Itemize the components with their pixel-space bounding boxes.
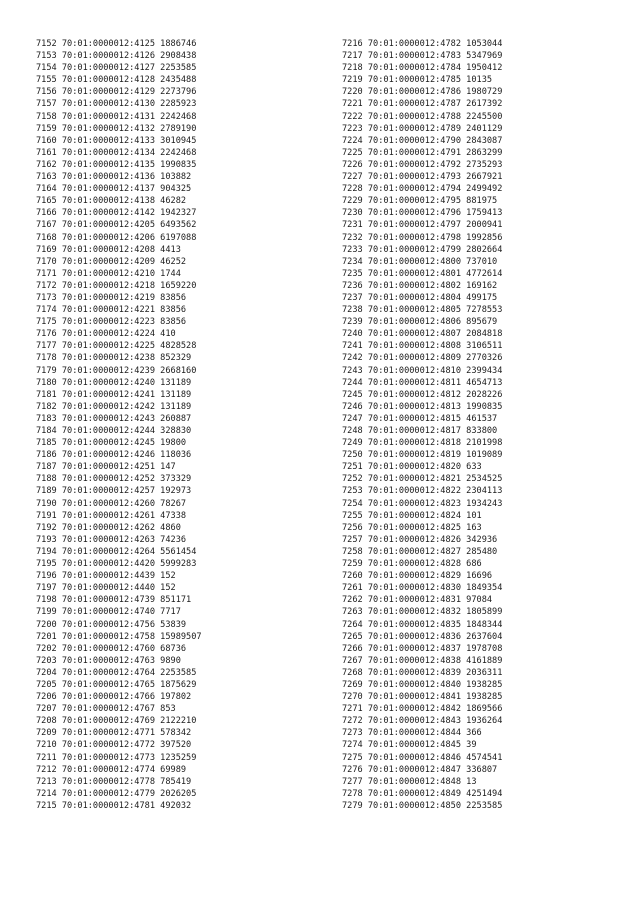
listing-row: 7218 70:01:0000012:4784 1950412 bbox=[342, 63, 503, 74]
listing-row: 7216 70:01:0000012:4782 1053044 bbox=[342, 39, 503, 49]
listing-row: 7155 70:01:0000012:4128 2435488 bbox=[36, 75, 197, 86]
listing-row: 7205 70:01:0000012:4765 1875629 bbox=[36, 679, 197, 690]
listing-row: 7279 70:01:0000012:4850 2253585 bbox=[342, 800, 503, 811]
listing-row: 7211 70:01:0000012:4773 1235259 bbox=[36, 752, 197, 763]
listing-row: 7158 70:01:0000012:4131 2242468 bbox=[36, 111, 197, 122]
listing-row: 7248 70:01:0000012:4817 833800 bbox=[342, 426, 498, 436]
listing-row: 7225 70:01:0000012:4791 2863299 bbox=[342, 147, 503, 158]
listing-row: 7197 70:01:0000012:4440 152 bbox=[36, 583, 176, 594]
listing-row: 7231 70:01:0000012:4797 2000941 bbox=[342, 220, 503, 231]
listing-row: 7259 70:01:0000012:4828 686 bbox=[342, 559, 482, 570]
listing-row: 7236 70:01:0000012:4802 169162 bbox=[342, 280, 498, 291]
listing-row: 7213 70:01:0000012:4778 785419 bbox=[36, 776, 192, 787]
listing-row: 7249 70:01:0000012:4818 2101998 bbox=[342, 438, 503, 449]
listing-row: 7271 70:01:0000012:4842 1869566 bbox=[342, 704, 503, 715]
listing-row: 7201 70:01:0000012:4758 15989507 bbox=[36, 631, 202, 642]
listing-row: 7209 70:01:0000012:4771 578342 bbox=[36, 728, 192, 739]
listing-row: 7221 70:01:0000012:4787 2617392 bbox=[342, 99, 503, 110]
listing-row: 7261 70:01:0000012:4830 1849354 bbox=[342, 583, 503, 594]
listing-row: 7180 70:01:0000012:4240 131189 bbox=[36, 377, 192, 388]
listing-row: 7220 70:01:0000012:4786 1980729 bbox=[342, 87, 503, 98]
listing-row: 7153 70:01:0000012:4126 2908438 bbox=[36, 51, 197, 62]
listing-row: 7166 70:01:0000012:4142 1942327 bbox=[36, 208, 197, 219]
listing-row: 7272 70:01:0000012:4843 1936264 bbox=[342, 716, 503, 727]
listing-row: 7190 70:01:0000012:4260 78267 bbox=[36, 498, 187, 509]
listing-row: 7264 70:01:0000012:4835 1848344 bbox=[342, 619, 503, 630]
listing-row: 7228 70:01:0000012:4794 2499492 bbox=[342, 184, 503, 195]
listing-row: 7152 70:01:0000012:4125 1886746 bbox=[36, 39, 197, 49]
listing-row: 7176 70:01:0000012:4224 410 bbox=[36, 329, 176, 340]
listing-row: 7235 70:01:0000012:4801 4772614 bbox=[342, 268, 503, 279]
listing-row: 7252 70:01:0000012:4821 2534525 bbox=[342, 474, 503, 485]
listing-row: 7215 70:01:0000012:4781 492032 bbox=[36, 800, 192, 811]
listing-row: 7165 70:01:0000012:4138 46282 bbox=[36, 196, 187, 207]
listing-row: 7168 70:01:0000012:4206 6197088 bbox=[36, 232, 197, 243]
listing-row: 7187 70:01:0000012:4251 147 bbox=[36, 462, 176, 473]
listing-row: 7227 70:01:0000012:4793 2667921 bbox=[342, 172, 503, 183]
listing-row: 7229 70:01:0000012:4795 881975 bbox=[342, 196, 498, 207]
listing-row: 7198 70:01:0000012:4739 851171 bbox=[36, 595, 192, 606]
listing-row: 7212 70:01:0000012:4774 69989 bbox=[36, 764, 187, 775]
listing-row: 7184 70:01:0000012:4244 328830 bbox=[36, 426, 192, 436]
listing-row: 7157 70:01:0000012:4130 2285923 bbox=[36, 99, 197, 110]
listing-row: 7253 70:01:0000012:4822 2304113 bbox=[342, 486, 503, 497]
listing-row: 7226 70:01:0000012:4792 2735293 bbox=[342, 159, 503, 170]
listing-row: 7154 70:01:0000012:4127 2253585 bbox=[36, 63, 197, 74]
listing-row: 7159 70:01:0000012:4132 2789190 bbox=[36, 123, 197, 134]
listing-row: 7203 70:01:0000012:4763 9890 bbox=[36, 655, 181, 666]
listing-row: 7163 70:01:0000012:4136 103882 bbox=[36, 172, 192, 183]
listing-row: 7241 70:01:0000012:4808 3106511 bbox=[342, 341, 503, 352]
listing-row: 7219 70:01:0000012:4785 10135 bbox=[342, 75, 493, 86]
listing-row: 7196 70:01:0000012:4439 152 bbox=[36, 571, 176, 582]
listing-row: 7185 70:01:0000012:4245 19800 bbox=[36, 438, 187, 449]
listing-row: 7237 70:01:0000012:4804 499175 bbox=[342, 292, 498, 303]
listing-row: 7191 70:01:0000012:4261 47338 bbox=[36, 510, 187, 521]
listing-row: 7230 70:01:0000012:4796 1759413 bbox=[342, 208, 503, 219]
listing-row: 7250 70:01:0000012:4819 1019089 bbox=[342, 450, 503, 461]
listing-row: 7173 70:01:0000012:4219 83856 bbox=[36, 292, 187, 303]
listing-row: 7183 70:01:0000012:4243 260887 bbox=[36, 413, 192, 424]
listing-row: 7170 70:01:0000012:4209 46252 bbox=[36, 256, 187, 267]
listing-row: 7222 70:01:0000012:4788 2245500 bbox=[342, 111, 503, 122]
listing-row: 7242 70:01:0000012:4809 2770326 bbox=[342, 353, 503, 364]
listing-row: 7239 70:01:0000012:4806 895679 bbox=[342, 317, 498, 328]
listing-row: 7274 70:01:0000012:4845 39 bbox=[342, 740, 477, 751]
listing-row: 7195 70:01:0000012:4420 5999283 bbox=[36, 559, 197, 570]
listing-row: 7194 70:01:0000012:4264 5561454 bbox=[36, 546, 197, 557]
right-column bbox=[342, 38, 502, 812]
listing-row: 7262 70:01:0000012:4831 97084 bbox=[342, 595, 493, 606]
listing-row: 7254 70:01:0000012:4823 1934243 bbox=[342, 498, 503, 509]
listing-row: 7177 70:01:0000012:4225 4828528 bbox=[36, 341, 197, 352]
listing-row: 7243 70:01:0000012:4810 2399434 bbox=[342, 365, 503, 376]
listing-row: 7188 70:01:0000012:4252 373329 bbox=[36, 474, 192, 485]
listing-row: 7258 70:01:0000012:4827 285480 bbox=[342, 546, 498, 557]
listing-row: 7200 70:01:0000012:4756 53839 bbox=[36, 619, 187, 630]
listing-row: 7247 70:01:0000012:4815 461537 bbox=[342, 413, 498, 424]
listing-row: 7251 70:01:0000012:4820 633 bbox=[342, 462, 482, 473]
listing-row: 7244 70:01:0000012:4811 4654713 bbox=[342, 377, 503, 388]
listing-row: 7167 70:01:0000012:4205 6493562 bbox=[36, 220, 197, 231]
listing-row: 7224 70:01:0000012:4790 2843087 bbox=[342, 135, 503, 146]
listing-row: 7193 70:01:0000012:4263 74236 bbox=[36, 534, 187, 545]
listing-row: 7171 70:01:0000012:4210 1744 bbox=[36, 268, 181, 279]
listing-row: 7275 70:01:0000012:4846 4574541 bbox=[342, 752, 503, 763]
listing-row: 7268 70:01:0000012:4839 2036311 bbox=[342, 667, 503, 678]
listing-row: 7223 70:01:0000012:4789 2401129 bbox=[342, 123, 503, 134]
listing-row: 7189 70:01:0000012:4257 192973 bbox=[36, 486, 192, 497]
listing-row: 7255 70:01:0000012:4824 101 bbox=[342, 510, 482, 521]
listing-row: 7162 70:01:0000012:4135 1990835 bbox=[36, 159, 197, 170]
listing-row: 7276 70:01:0000012:4847 336807 bbox=[342, 764, 498, 775]
listing-row: 7156 70:01:0000012:4129 2273796 bbox=[36, 87, 197, 98]
listing-row: 7232 70:01:0000012:4798 1992856 bbox=[342, 232, 503, 243]
listing-row: 7217 70:01:0000012:4783 5347969 bbox=[342, 51, 503, 62]
listing-row: 7182 70:01:0000012:4242 131189 bbox=[36, 401, 192, 412]
listing-row: 7204 70:01:0000012:4764 2253585 bbox=[36, 667, 197, 678]
listing-row: 7174 70:01:0000012:4221 83856 bbox=[36, 305, 187, 316]
listing-row: 7181 70:01:0000012:4241 131189 bbox=[36, 389, 192, 400]
listing-row: 7277 70:01:0000012:4848 13 bbox=[342, 776, 477, 787]
listing-row: 7267 70:01:0000012:4838 4161889 bbox=[342, 655, 503, 666]
listing-row: 7266 70:01:0000012:4837 1978708 bbox=[342, 643, 503, 654]
listing-row: 7161 70:01:0000012:4134 2242468 bbox=[36, 147, 197, 158]
listing-row: 7233 70:01:0000012:4799 2802664 bbox=[342, 244, 503, 255]
listing-row: 7210 70:01:0000012:4772 397520 bbox=[36, 740, 192, 751]
listing-row: 7199 70:01:0000012:4740 7717 bbox=[36, 607, 181, 618]
listing-row: 7179 70:01:0000012:4239 2668160 bbox=[36, 365, 197, 376]
listing-row: 7273 70:01:0000012:4844 366 bbox=[342, 728, 482, 739]
left-column bbox=[36, 38, 202, 812]
listing-row: 7238 70:01:0000012:4805 7278553 bbox=[342, 305, 503, 316]
listing-row: 7164 70:01:0000012:4137 904325 bbox=[36, 184, 192, 195]
listing-row: 7175 70:01:0000012:4223 83856 bbox=[36, 317, 187, 328]
listing-row: 7270 70:01:0000012:4841 1938285 bbox=[342, 692, 503, 703]
listing-row: 7234 70:01:0000012:4800 737010 bbox=[342, 256, 498, 267]
listing-row: 7172 70:01:0000012:4218 1659220 bbox=[36, 280, 197, 291]
listing-row: 7265 70:01:0000012:4836 2637604 bbox=[342, 631, 503, 642]
listing-row: 7207 70:01:0000012:4767 853 bbox=[36, 704, 176, 715]
listing-row: 7169 70:01:0000012:4208 4413 bbox=[36, 244, 181, 255]
listing-row: 7160 70:01:0000012:4133 3010945 bbox=[36, 135, 197, 146]
listing-row: 7257 70:01:0000012:4826 342936 bbox=[342, 534, 498, 545]
listing-row: 7240 70:01:0000012:4807 2084818 bbox=[342, 329, 503, 340]
listing-row: 7178 70:01:0000012:4238 852329 bbox=[36, 353, 192, 364]
listing-row: 7245 70:01:0000012:4812 2028226 bbox=[342, 389, 503, 400]
listing-row: 7263 70:01:0000012:4832 1805899 bbox=[342, 607, 503, 618]
listing-row: 7260 70:01:0000012:4829 16696 bbox=[342, 571, 493, 582]
listing-row: 7269 70:01:0000012:4840 1938285 bbox=[342, 679, 503, 690]
listing-row: 7278 70:01:0000012:4849 4251494 bbox=[342, 788, 503, 799]
listing-row: 7192 70:01:0000012:4262 4860 bbox=[36, 522, 181, 533]
listing-row: 7256 70:01:0000012:4825 163 bbox=[342, 522, 482, 533]
listing-row: 7214 70:01:0000012:4779 2026205 bbox=[36, 788, 197, 799]
listing-row: 7206 70:01:0000012:4766 197802 bbox=[36, 692, 192, 703]
listing-row: 7246 70:01:0000012:4813 1990835 bbox=[342, 401, 503, 412]
listing-row: 7202 70:01:0000012:4760 68736 bbox=[36, 643, 187, 654]
listing-row: 7186 70:01:0000012:4246 118036 bbox=[36, 450, 192, 461]
listing-row: 7208 70:01:0000012:4769 2122210 bbox=[36, 716, 197, 727]
